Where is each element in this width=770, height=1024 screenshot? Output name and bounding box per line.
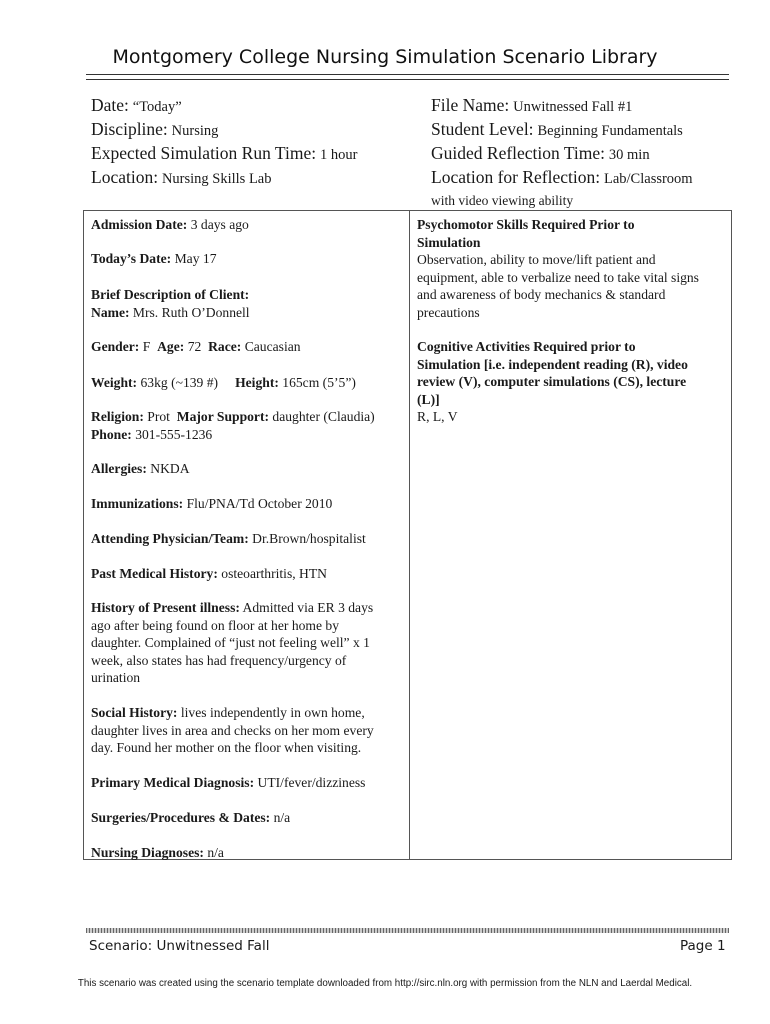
todays-date-label: Today’s Date: xyxy=(91,251,172,266)
column-divider xyxy=(409,210,410,860)
location-line xyxy=(91,167,272,188)
student-level-label: Student Level: xyxy=(431,119,534,139)
footer-page-number: Page 1 xyxy=(680,938,726,954)
cognitive-title-2: Simulation [i.e. independent reading (R), video xyxy=(417,356,688,372)
todays-date-field xyxy=(91,250,403,268)
date-label: Date: xyxy=(91,95,129,115)
run-time-value: 1 hour xyxy=(319,147,358,163)
psychomotor-skills-field xyxy=(417,216,722,321)
height-value: 165cm (5’5”) xyxy=(282,375,356,390)
nursing-diagnoses-value: n/a xyxy=(207,845,224,860)
cognitive-title-4: (L)] xyxy=(417,391,440,407)
file-name-line xyxy=(431,95,632,116)
present-illness-label: History of Present illness: xyxy=(91,600,240,615)
student-level-value: Beginning Fundamentals xyxy=(537,123,683,139)
admission-date-label: Admission Date: xyxy=(91,217,188,232)
weight-label: Weight: xyxy=(91,375,138,390)
major-support-value: daughter (Claudia) xyxy=(272,409,375,424)
present-illness-line-2: ago after being found on floor at her home by xyxy=(91,617,340,633)
religion-label: Religion: xyxy=(91,409,144,424)
footer-scenario: Scenario: Unwitnessed Fall xyxy=(89,938,270,954)
location-value: Nursing Skills Lab xyxy=(161,171,272,187)
cognitive-activities-field xyxy=(417,338,722,426)
gender-label: Gender: xyxy=(91,339,140,354)
present-illness-line-1: Admitted via ER 3 days xyxy=(242,600,374,615)
social-history-line-2: daughter lives in area and checks on her mom every xyxy=(91,722,374,738)
psychomotor-line-3: and awareness of body mechanics & standard xyxy=(417,287,666,302)
past-medical-history-value: osteoarthritis, HTN xyxy=(221,566,327,581)
immunizations-field xyxy=(91,495,403,513)
date-value: “Today” xyxy=(132,99,182,115)
cognitive-title-3: review (V), computer simulations (CS), lecture xyxy=(417,374,687,389)
present-illness-line-3: daughter. Complained of “just not feeling well” x 1 xyxy=(91,635,370,650)
immunizations-label: Immunizations: xyxy=(91,496,184,511)
page-title: Montgomery College Nursing Simulation Scenario Library xyxy=(112,46,658,68)
file-name-label: File Name: xyxy=(431,95,510,115)
present-illness-line-5: urination xyxy=(91,670,141,685)
reflection-location-value: Lab/Classroom xyxy=(603,171,693,187)
social-history-label: Social History: xyxy=(91,705,178,720)
major-support-label: Major Support: xyxy=(176,409,270,424)
social-history-line-3: day. Found her mother on the floor when visiting. xyxy=(91,740,362,755)
admission-date-value: 3 days ago xyxy=(190,217,249,232)
discipline-label: Discipline: xyxy=(91,119,168,139)
client-name-value: Mrs. Ruth O’Donnell xyxy=(132,304,250,320)
phone-label: Phone: xyxy=(91,426,132,442)
social-history-field xyxy=(91,704,403,757)
physician-field xyxy=(91,530,403,548)
footer-notice: This scenario was created using the scenario template downloaded from http://sirc.nln.org with permission from the NLN and Laerdal Medical. xyxy=(77,978,693,989)
weight-height-field xyxy=(91,374,403,392)
weight-value: 63kg (~139 #) xyxy=(140,375,219,390)
physician-label: Attending Physician/Team: xyxy=(91,531,249,546)
footer-rule xyxy=(86,928,729,933)
primary-diagnosis-label: Primary Medical Diagnosis: xyxy=(91,775,255,790)
reflection-location-line xyxy=(431,167,693,188)
todays-date-value: May 17 xyxy=(174,251,217,266)
psychomotor-title-1: Psychomotor Skills Required Prior to xyxy=(417,217,635,232)
psychomotor-line-4: precautions xyxy=(417,304,480,320)
primary-diagnosis-field xyxy=(91,774,403,792)
header-rule xyxy=(86,74,729,80)
psychomotor-line-2: equipment, able to verbalize need to take vital signs xyxy=(417,269,699,285)
reflection-time-value: 30 min xyxy=(608,147,650,163)
race-value: Caucasian xyxy=(244,339,301,354)
present-illness-line-4: week, also states has had frequency/urgency of xyxy=(91,652,347,668)
discipline-line xyxy=(91,119,218,140)
run-time-line xyxy=(91,143,357,164)
cognitive-title-1: Cognitive Activities Required prior to xyxy=(417,339,636,354)
reflection-time-line xyxy=(431,143,650,164)
allergies-label: Allergies: xyxy=(91,461,147,476)
date-line xyxy=(91,95,182,116)
demographics-field xyxy=(91,338,403,356)
psychomotor-line-1: Observation, ability to move/lift patient and xyxy=(417,252,656,267)
file-name-value: Unwitnessed Fall #1 xyxy=(513,99,633,115)
present-illness-field xyxy=(91,599,403,687)
allergies-field xyxy=(91,460,403,478)
surgeries-value: n/a xyxy=(273,810,291,825)
client-name-label: Name: xyxy=(91,304,130,320)
location-label: Location: xyxy=(91,167,159,187)
phone-value: 301-555-1236 xyxy=(135,426,213,442)
past-medical-history-label: Past Medical History: xyxy=(91,566,218,581)
admission-date-field xyxy=(91,216,403,234)
reflection-location-label: Location for Reflection: xyxy=(431,167,601,187)
physician-value: Dr.Brown/hospitalist xyxy=(252,531,366,546)
discipline-value: Nursing xyxy=(171,123,219,139)
social-history-line-1: lives independently in own home, xyxy=(180,705,365,720)
reflection-location-continuation: with video viewing ability xyxy=(431,193,574,208)
reflection-time-label: Guided Reflection Time: xyxy=(431,143,606,163)
surgeries-field xyxy=(91,809,403,827)
past-medical-history-field xyxy=(91,565,403,583)
client-description-field xyxy=(91,286,403,321)
allergies-value: NKDA xyxy=(150,461,190,476)
gender-value: F xyxy=(142,339,151,354)
nursing-diagnoses-label: Nursing Diagnoses: xyxy=(91,845,204,860)
run-time-label: Expected Simulation Run Time: xyxy=(91,143,317,163)
height-label: Height: xyxy=(235,375,279,390)
immunizations-value: Flu/PNA/Td October 2010 xyxy=(186,496,333,511)
cognitive-value: R, L, V xyxy=(417,409,458,424)
brief-description-label: Brief Description of Client: xyxy=(91,287,250,302)
race-label: Race: xyxy=(208,339,242,354)
primary-diagnosis-value: UTI/fever/dizziness xyxy=(257,775,366,790)
religion-support-field xyxy=(91,408,403,443)
surgeries-label: Surgeries/Procedures & Dates: xyxy=(91,810,271,825)
student-level-line xyxy=(431,119,683,140)
religion-value: Prot xyxy=(147,409,170,424)
nursing-diagnoses-field xyxy=(91,844,403,862)
age-value: 72 xyxy=(187,339,202,354)
psychomotor-title-2: Simulation xyxy=(417,234,481,250)
age-label: Age: xyxy=(157,339,185,354)
